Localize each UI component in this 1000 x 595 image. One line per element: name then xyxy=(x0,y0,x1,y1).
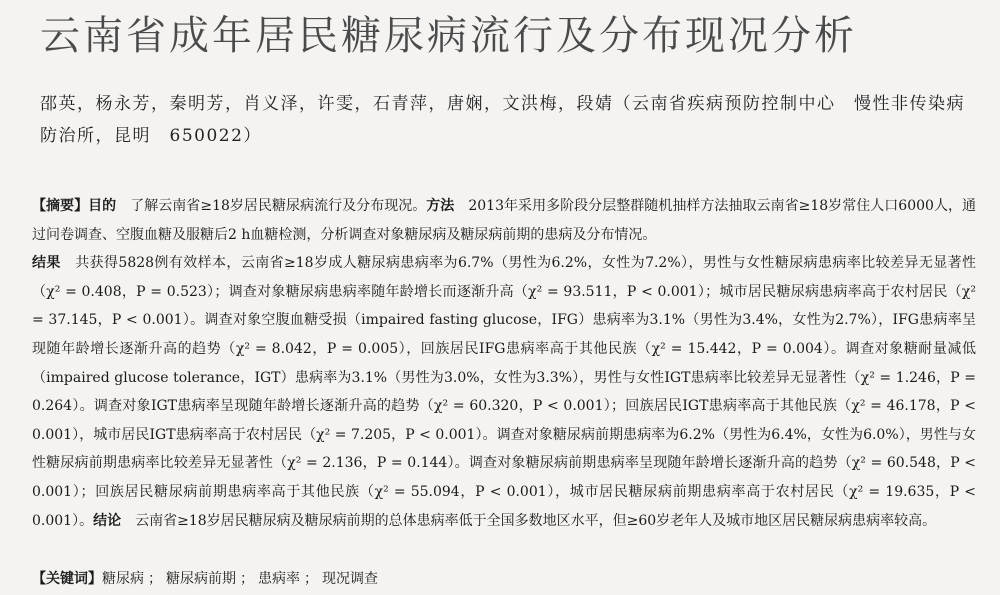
abstract-text-conclusion: 云南省≥18岁居民糖尿病及糖尿病前期的总体患病率低于全国多数地区水平，但≥60岁老年人及城市地区居民糖尿病患病率较高。 xyxy=(121,512,937,529)
keyword-item: 糖尿病前期 xyxy=(166,571,236,587)
abstract-label: 【摘要】 xyxy=(32,198,89,214)
paper-title: 云南省成年居民糖尿病流行及分布现况分析 xyxy=(40,13,857,59)
abstract xyxy=(32,192,976,535)
keyword-item: 糖尿病 xyxy=(102,571,144,587)
keywords: 【关键词】糖尿病 ； 糖尿病前期 ； 患病率 ； 现况调查 xyxy=(32,571,378,587)
keyword-item: 患病率 xyxy=(258,571,300,587)
author-affiliation: 邵英，杨永芳，秦明芳，肖义泽，许雯，石青萍，唐娴，文洪梅，段婧（云南省疾病预防控制中心 慢性非传染病防治所，昆明 650022） xyxy=(40,94,965,146)
abstract-heading-conclusion: 结论 xyxy=(93,512,122,529)
keyword-item: 现况调查 xyxy=(322,571,378,587)
keywords-label: 【关键词】 xyxy=(32,571,102,587)
abstract-heading-results: 结果 xyxy=(32,255,61,272)
abstract-text-objective: 了解云南省≥18岁居民糖尿病流行及分布现况。 xyxy=(116,198,427,214)
abstract-heading-objective: 目的 xyxy=(88,198,117,214)
abstract-text-methods: 2013年采用多阶段分层整群随机抽样方法抽取云南省≥18岁常住人口6000人，通过问卷调查、空腹血糖及服糖后2 h血糖检测，分析调查对象糖尿病及糖尿病前期的患病及分布情况。 xyxy=(32,198,977,243)
abstract-text-results: 共获得5828例有效样本，云南省≥18岁成人糖尿病患病率为6.7%（男性为6.2%，女性为7.2%），男性与女性糖尿病患病率比较差异无显著性（χ² = 0.408，P = 0.523）；调查对象糖尿病患病率随年龄增长而逐渐升高（χ² = 93.511，P < 0.001）；城市居民糖尿病患病率高于农村居民（χ² = 37.145，P < 0.001）。调查对象空腹血糖受损（impaired fasting glucose，IFG）患病率为3.1%（男性为3.4%，女性为2.7%），IFG患病率呈现随年龄增长逐渐升高的趋势（χ² = 8.042，P = 0.005），回族居民IFG患病率高于其他民族（χ² = 15.442，P = 0.004）。调查对象糖耐量减低（impaired glucose tolerance，IGT）患病率为3.1%（男性为3.0%，女性为3.3%），男性与女性IGT患病率比较差异无显著性（χ² = 1.246，P = 0.264）。调查对象IGT患病率呈现随年龄增长逐渐升高的趋势（χ² = 60.320，P < 0.001）；回族居民IGT患病率高于其他民族（χ² = 46.178，P < 0.001），城市居民IGT患病率高于农村居民（χ² = 7.205，P < 0.001）。调查对象糖尿病前期患病率为6.2%（男性为6.4%，女性为6.0%），男性与女性糖尿病前期患病率比较差异无显著性（χ² = 2.136，P = 0.144）。调查对象糖尿病前期患病率呈现随年龄增长逐渐升高的趋势（χ² = 60.548，P < 0.001）；回族居民糖尿病前期患病率高于其他民族（χ² = 55.094，P < 0.001），城市居民糖尿病前期患病率高于农村居民（χ² = 19.635，P < 0.001）。 xyxy=(32,255,977,529)
abstract-heading-methods: 方法 xyxy=(426,198,455,214)
